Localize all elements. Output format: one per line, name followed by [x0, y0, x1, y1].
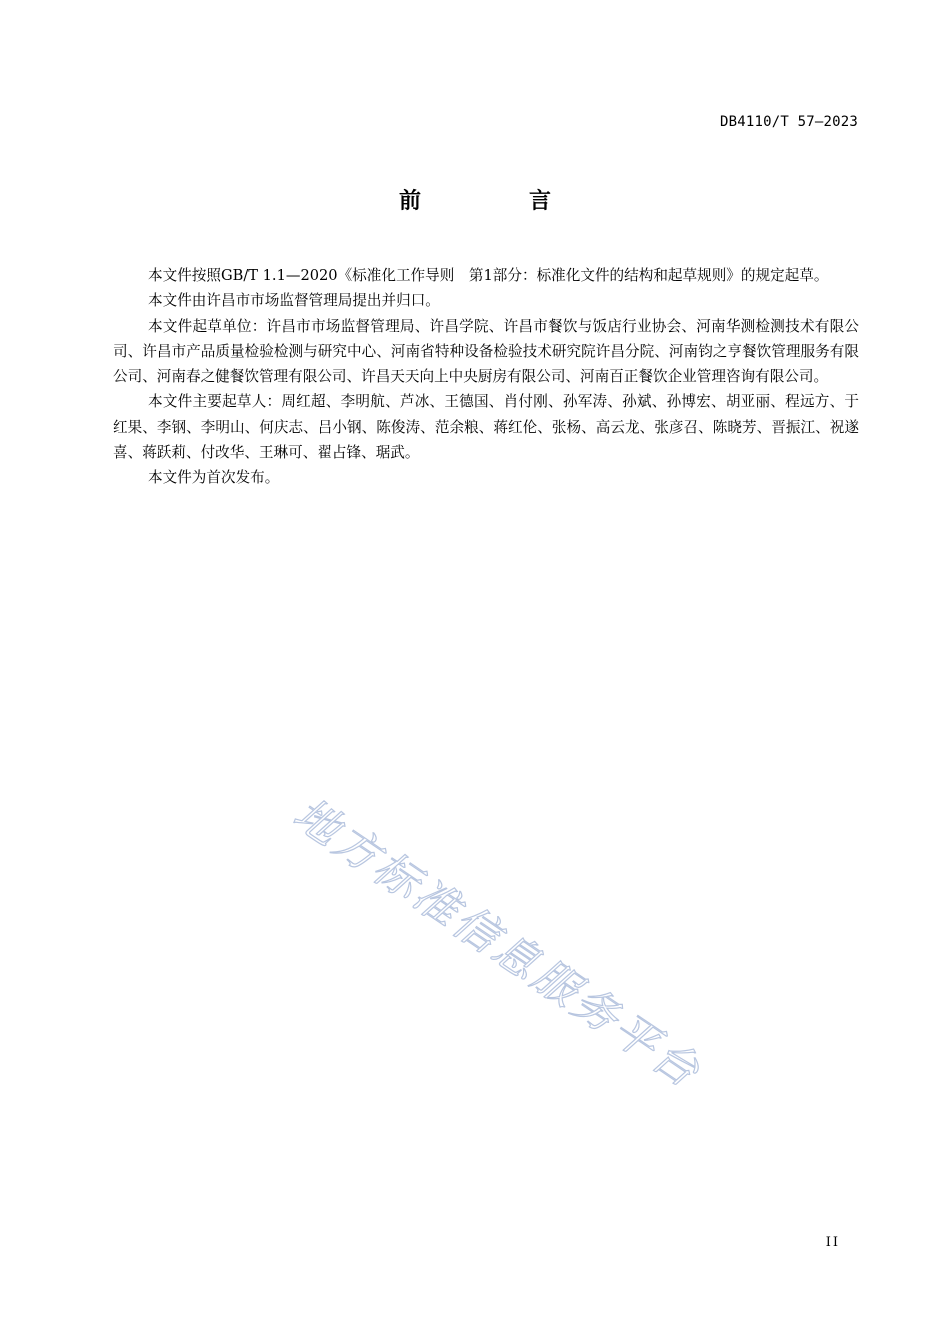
- paragraph-drafters: 本文件主要起草人：周红超、李明航、芦冰、王德国、肖付刚、孙军涛、孙斌、孙博宏、胡亚丽、程远方、于红果、李钢、李明山、何庆志、吕小钢、陈俊涛、范余粮、蒋红伦、张杨、高云龙、张彦召、陈晓芳、晋振江、祝遂喜、蒋跃莉、付改华、王琳可、翟占锋、琚武。: [113, 393, 859, 462]
- watermark: 地方标准信息服务平台: [284, 788, 711, 1100]
- page-number: II: [825, 1235, 840, 1250]
- page-title: 前言: [398, 189, 659, 214]
- paragraph-drafting-rules: 本文件按照GB/T 1.1—2020《标准化工作导则 第1部分：标准化文件的结构和起草规则》的规定起草。: [148, 267, 829, 284]
- foreword-body: [113, 263, 859, 491]
- paragraph-first-release: 本文件为首次发布。: [148, 469, 280, 487]
- paragraph-drafting-units: 本文件起草单位：许昌市市场监督管理局、许昌学院、许昌市餐饮与饭店行业协会、河南华测检测技术有限公司、许昌市产品质量检验检测与研究中心、河南省特种设备检验技术研究院许昌分院、河南钧之亨餐饮管理服务有限公司、河南春之健餐饮管理有限公司、许昌天天向上中央厨房有限公司、河南百正餐饮企业管理咨询有限公司。: [113, 317, 859, 386]
- paragraph-proposer: 本文件由许昌市市场监督管理局提出并归口。: [148, 292, 440, 310]
- document-code: DB4110/T 57—2023: [719, 114, 858, 130]
